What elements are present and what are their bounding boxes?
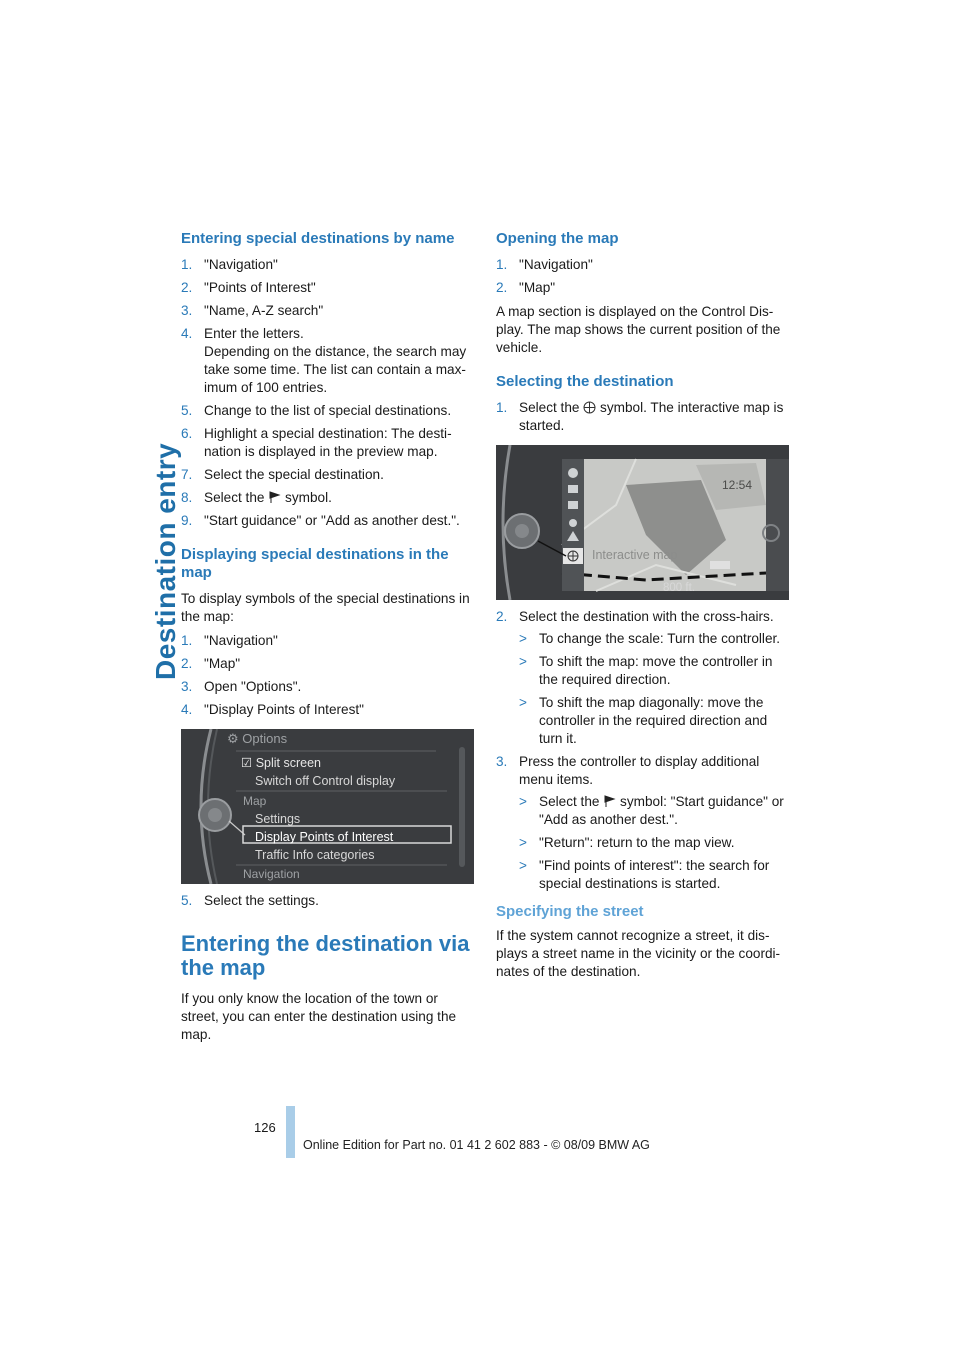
sub-list-item: > "Find points of interest": the search for special destinations is started.	[519, 858, 770, 891]
scrollbar	[459, 747, 465, 867]
steps-open-map	[496, 256, 792, 297]
heading-destination-via-map: Entering the destination via the map	[181, 931, 470, 980]
crosshair-icon	[583, 401, 596, 414]
footer-accent-bar	[286, 1106, 295, 1158]
list-item: 7. Select the special destination.	[181, 467, 384, 482]
paragraph: If you only know the location of the town or street, you can enter the destination using the map.	[181, 991, 457, 1042]
paragraph: If the system cannot recognize a street, it dis-plays a street name in the vicinity or the coordi-nates of the destination.	[496, 928, 781, 979]
menu-item-split-screen: ☑ Split screen	[241, 756, 322, 770]
heading-selecting-destination: Selecting the destination	[496, 373, 674, 390]
chapter-title	[100, 160, 181, 680]
list-item: 2. "Map"	[181, 656, 241, 671]
list-item: 3. Press the controller to display additional menu items. > Select the symbol: "Start guidance" or "Add as another dest.". > "Return": return to the map view. > "Find points of interest": the search for special destinations is started.	[496, 753, 792, 893]
list-item: 4. "Display Points of Interest"	[181, 702, 365, 717]
heading-opening-the-map: Opening the map	[496, 230, 619, 247]
list-item: 2. Select the destination with the cross-hairs. > To change the scale: Turn the controller. > To shift the map: move the controller in the required direction. > To shift the map diagonally: move the controller in the required direction and turn it.	[496, 608, 792, 748]
map-mode-label: Interactive map	[592, 548, 678, 562]
options-menu-screenshot	[181, 729, 474, 884]
right-column	[496, 226, 792, 987]
chapter-title-text: Destination entry	[150, 442, 181, 680]
heading-special-destinations-by-name: Entering special destinations by name	[181, 230, 455, 247]
paragraph: To display symbols of the special destinations in the map:	[181, 591, 470, 624]
list-item: 4. Enter the letters. Depending on the distance, the search may take some time. The list can contain a max-imum of 100 entries.	[181, 326, 467, 395]
menu-item-switch-off: Switch off Control display	[255, 774, 396, 788]
interactive-map-screenshot	[496, 445, 789, 600]
list-item: 5. Change to the list of special destinations.	[181, 403, 452, 418]
list-item: 9. "Start guidance" or "Add as another dest.".	[181, 513, 460, 528]
steps-display-poi	[181, 632, 477, 719]
map-tool-icon	[568, 485, 578, 493]
heading-specifying-street: Specifying the street	[496, 903, 644, 920]
sub-list-item: > "Return": return to the map view.	[519, 835, 735, 850]
list-item: 8. Select the symbol.	[181, 490, 332, 505]
sub-list-item: > To shift the map diagonally: move the controller in the required direction and turn it.	[519, 695, 768, 746]
list-item: 1. "Navigation"	[181, 257, 278, 272]
list-item: 3. Open "Options".	[181, 679, 302, 694]
steps-select-destination-continued	[496, 608, 792, 893]
map-scale: 800 ft.	[663, 582, 695, 594]
clock: 12:54	[722, 478, 753, 492]
menu-group-navigation: Navigation	[243, 867, 300, 881]
left-column	[181, 226, 477, 1050]
steps-by-name	[181, 256, 477, 530]
next-turn-icon	[710, 561, 730, 569]
list-item: 1. "Navigation"	[496, 257, 593, 272]
menu-group-map: Map	[243, 794, 267, 808]
list-item: 2. "Map"	[496, 280, 556, 295]
sub-list-item: > Select the symbol: "Start guidance" or "Add as another dest.".	[519, 794, 784, 827]
destination-flag-icon	[268, 491, 281, 504]
gear-icon: ⚙	[227, 731, 239, 746]
list-item: 1. Select the symbol. The interactive map is started.	[496, 400, 784, 433]
list-item: 6. Highlight a special destination: The desti-nation is displayed in the preview map.	[181, 426, 452, 459]
sub-list-item: > To change the scale: Turn the controller.	[519, 631, 781, 646]
menu-item-settings: Settings	[255, 812, 301, 826]
steps-select-destination	[496, 399, 792, 435]
menu-item-traffic-info: Traffic Info categories	[255, 848, 375, 862]
steps-display-poi-continued	[181, 892, 477, 910]
paragraph: A map section is displayed on the Control Dis-play. The map shows the current position of the vehicle.	[496, 304, 781, 355]
map-tool-icon	[569, 519, 577, 527]
page-number: 126	[254, 1120, 276, 1135]
check-icon: ☑	[241, 756, 253, 770]
menu-item-display-poi: Display Points of Interest	[255, 830, 394, 844]
map-tool-icon	[568, 501, 578, 509]
sub-list	[519, 793, 792, 893]
destination-flag-icon	[603, 795, 616, 808]
list-item: 3. "Name, A-Z search"	[181, 303, 324, 318]
list-item: 2. "Points of Interest"	[181, 280, 316, 295]
list-item: 1. "Navigation"	[181, 633, 278, 648]
heading-display-special-destinations: Displaying special destinations in the map	[181, 546, 449, 581]
map-tool-icon	[568, 468, 578, 478]
map-screen-graphic	[496, 445, 789, 600]
sub-list-item: > To shift the map: move the controller in the required direction.	[519, 654, 773, 687]
list-item: 5. Select the settings.	[181, 893, 319, 908]
footer-edition-text: Online Edition for Part no. 01 41 2 602 883 - © 08/09 BMW AG	[303, 1138, 650, 1152]
options-title: ⚙ Options	[227, 731, 288, 746]
sub-list	[519, 630, 792, 748]
